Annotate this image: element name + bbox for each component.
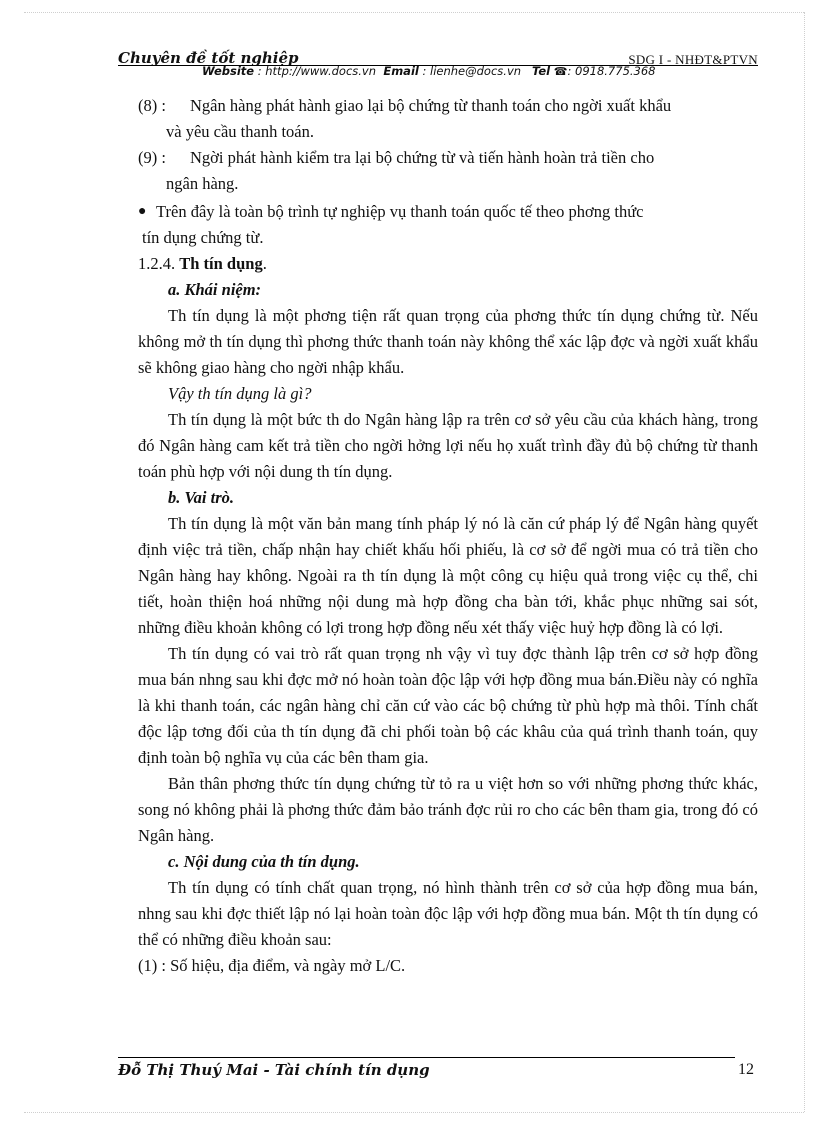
item-text: Ngân hàng phát hành giao lại bộ chứng từ thanh toán cho ngời xuất khẩu	[190, 96, 672, 115]
header-contact	[202, 64, 656, 78]
item-number: (8) :	[138, 96, 166, 115]
section-title: Th tín dụng	[179, 254, 263, 273]
email-label: Email	[383, 64, 419, 78]
subheading-a-text: a. Khái niệm:	[168, 280, 262, 299]
list-item-9	[138, 145, 758, 171]
section-end: .	[262, 254, 267, 273]
subheading-a	[138, 277, 758, 303]
document-body	[138, 93, 758, 979]
header-title: Chuyên đề tốt nghiệp	[118, 49, 299, 67]
list-item-8	[138, 93, 758, 119]
paragraph-b2: Th tín dụng có vai trò rất quan trọng nh vậy vì tuy đợc thành lập trên cơ sở hợp đồng mua bán nhng sau khi đợc mở nó hoàn toàn độc lập với hợp đồng mua bán.Điều này có nghĩa là khi thanh toán, các ngân hàng chỉ căn cứ vào các bộ chứng từ phù hợp mà thôi. Tính chất độc lập tơng đối của th tín dụng đã chi phối toàn bộ các khâu của quá trình thanh toán, quy định toàn bộ nghĩa vụ của các bên tham gia.	[138, 644, 758, 767]
website-value[interactable]: : http://www.docs.vn	[257, 64, 377, 78]
website-label: Website	[202, 64, 255, 78]
item-number: (9) :	[138, 148, 166, 167]
question-a	[138, 381, 758, 407]
page-border-bottom	[24, 1112, 804, 1113]
item-text-cont: ngân hàng.	[166, 174, 239, 193]
section-number: 1.2.4.	[138, 254, 176, 273]
section-heading	[138, 251, 758, 277]
paragraph-b1: Th tín dụng là một văn bản mang tính pháp lý nó là căn cứ pháp lý để Ngân hàng quyết định việc trả tiền, chấp nhận hay chiết khấu hối phiếu, là cơ sở để ngời mua có trả tiền cho Ngân hàng hay không. Ngoài ra th tín dụng là một công cụ hiệu quả trong việc cụ thể, chi tiết, hoàn thiện hoá những nội dung mà hợp đồng cha bàn tới, khắc phục những sai sót, những điều khoản không có lợi trong hợp đồng nếu xét thấy việc huỷ hợp đồng là có lợi.	[138, 514, 758, 637]
paragraph-b3: Bản thân phơng thức tín dụng chứng từ tỏ ra u việt hơn so với những phơng thức khác, song nó không phải là phơng thức đảm bảo tránh đợc rủi ro cho các bên tham gia, trong đó có Ngân hàng.	[138, 774, 758, 845]
bullet-text-cont: tín dụng chứng từ.	[142, 228, 264, 247]
page-border-top	[24, 12, 804, 13]
footer-author: Đỗ Thị Thuý Mai - Tài chính tín dụng	[118, 1061, 430, 1079]
email-value[interactable]: : lienhe@docs.vn	[422, 64, 522, 78]
definition-a: Th tín dụng là một bức th do Ngân hàng lập ra trên cơ sở yêu cầu của khách hàng, trong đó Ngân hàng cam kết trả tiền cho ngời hởng lợi nếu họ xuất trình đầy đủ bộ chứng từ thanh toán phù hợp với nội dung th tín dụng.	[138, 410, 758, 481]
subheading-c-text: c. Nội dung của th tín dụng.	[168, 852, 360, 871]
footer-rule	[118, 1057, 735, 1058]
item-text: Ngời phát hành kiểm tra lại bộ chứng từ và tiến hành hoàn trả tiền cho	[190, 148, 655, 167]
page-number: 12	[738, 1061, 754, 1078]
bullet-summary	[138, 199, 758, 225]
bullet-text: Trên đây là toàn bộ trình tự nghiệp vụ thanh toán quốc tế theo phơng thức	[156, 202, 644, 221]
phone-icon: ☎	[553, 65, 568, 78]
subheading-b-text: b. Vai trò.	[168, 488, 235, 507]
list-item-c1: (1) : Số hiệu, địa điểm, và ngày mở L/C.	[138, 956, 406, 975]
bullet-icon: ●	[138, 204, 147, 219]
question-a-text: Vậy th tín dụng là gì?	[168, 384, 312, 403]
paragraph-c: Th tín dụng có tính chất quan trọng, nó hình thành trên cơ sở của hợp đồng mua bán, nhng sau khi đợc thiết lập nó lại hoàn toàn độc lập với hợp đồng mua bán. Một th tín dụng có thể có những điều khoản sau:	[138, 878, 758, 949]
tel-value: : 0918.775.368	[567, 64, 656, 78]
paragraph-a: Th tín dụng là một phơng tiện rất quan trọng của phơng thức tín dụng chứng từ. Nếu không mở th tín dụng thì phơng thức thanh toán này không thể xác lập đợc và ngời xuất khẩu sẽ không giao hàng cho ngời nhập khẩu.	[138, 306, 758, 377]
subheading-b	[138, 485, 758, 511]
tel-label: Tel	[532, 64, 551, 78]
item-text-cont: và yêu cầu thanh toán.	[166, 122, 314, 141]
page-border-right	[804, 12, 805, 1112]
subheading-c	[138, 849, 758, 875]
header-org: SDG I - NHĐT&PTVN	[628, 52, 758, 67]
